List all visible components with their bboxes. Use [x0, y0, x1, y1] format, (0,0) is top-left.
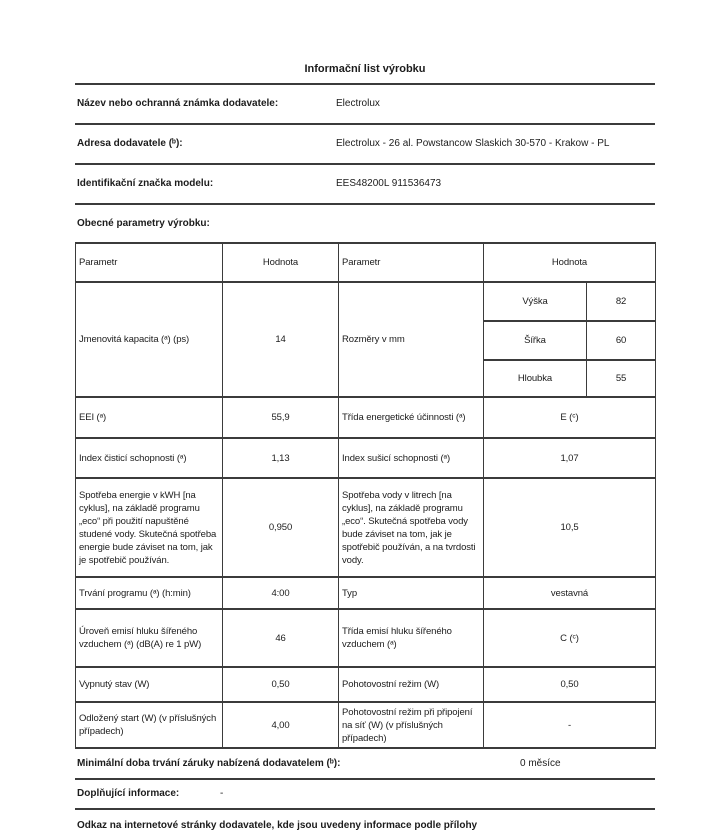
drying-index-value: 1,07 [484, 438, 656, 478]
supplier-address-row [75, 125, 655, 165]
eei-row [76, 397, 656, 438]
noise-class-value: C (ᶜ) [484, 609, 656, 667]
delayed-start-value: 4,00 [223, 702, 339, 748]
energy-class-label: Třída energetické účinnosti (ᵃ) [339, 397, 484, 438]
table-header-row [76, 243, 656, 282]
eei-value: 55,9 [223, 397, 339, 438]
drying-index-label: Index sušicí schopnosti (ᵃ) [339, 438, 484, 478]
header-value-left: Hodnota [223, 243, 339, 282]
warranty-value: 0 měsíce [520, 757, 561, 769]
water-consumption-label: Spotřeba vody v litrech [na cyklus], na základě programu „eco“. Skutečná spotřeba vody bude záviset na tom, jak je spotřebič používán, a na tvrdosti vody. [339, 478, 484, 577]
capacity-value: 14 [223, 282, 339, 397]
header-param-left: Parametr [76, 243, 223, 282]
delayed-start-row [76, 702, 656, 748]
model-identifier-label: Identifikační značka modelu: [77, 178, 214, 189]
model-identifier-value: EES48200L 911536473 [336, 178, 442, 189]
off-mode-value: 0,50 [223, 667, 339, 702]
eei-label: EEI (ᵃ) [76, 397, 223, 438]
delayed-start-label: Odložený start (W) (v příslušných případech) [76, 702, 223, 748]
warranty-row [75, 749, 655, 780]
networked-standby-label: Pohotovostní režim při připojení na síť (W) (v příslušných případech) [339, 702, 484, 748]
noise-level-label: Úroveň emisí hluku šířeného vzduchem (ᵃ) (dB(A) re 1 pW) [76, 609, 223, 667]
capacity-dimensions-row [76, 282, 656, 321]
noise-class-label: Třída emisí hluku šířeného vzduchem (ᵃ) [339, 609, 484, 667]
water-consumption-value: 10,5 [484, 478, 656, 577]
supplier-name-label: Název nebo ochranná známka dodavatele: [77, 98, 279, 109]
header-value-right: Hodnota [484, 243, 656, 282]
supplier-address-label: Adresa dodavatele (ᵇ): [77, 138, 183, 149]
program-duration-label: Trvání programu (ᵃ) (h:min) [76, 577, 223, 609]
model-identifier-row [75, 165, 655, 205]
additional-info-row [75, 780, 655, 810]
document-body [75, 57, 655, 832]
energy-consumption-label: Spotřeba energie v kWH [na cyklus], na základě programu „eco“ při použití napuštěné studené vody. Skutečná spotřeba energie bude záviset na tom, jak je spotřebič používán. [76, 478, 223, 577]
dimension-depth-label: Hloubka [484, 360, 587, 397]
off-mode-row [76, 667, 656, 702]
dimension-depth-value: 55 [587, 360, 656, 397]
type-value: vestavná [484, 577, 656, 609]
supplier-name-value: Electrolux [336, 98, 380, 109]
energy-water-consumption-row [76, 478, 656, 577]
parameters-table [75, 242, 656, 749]
program-duration-value: 4:00 [223, 577, 339, 609]
dimension-width-label: Šířka [484, 321, 587, 360]
additional-info-label: Doplňující informace: [77, 788, 180, 799]
noise-level-value: 46 [223, 609, 339, 667]
energy-consumption-value: 0,950 [223, 478, 339, 577]
warranty-label: Minimální doba trvání záruky nabízená dodavatelem (ᵇ): [77, 757, 341, 769]
document-title: Informační list výrobku [75, 57, 655, 85]
dimension-width-value: 60 [587, 321, 656, 360]
cleaning-index-value: 1,13 [223, 438, 339, 478]
energy-class-value: E (ᶜ) [484, 397, 656, 438]
supplier-website-note: Odkaz na internetové stránky dodavatele, kde jsou uvedeny informace podle přílohy [77, 820, 478, 831]
supplier-address-value: Electrolux - 26 al. Powstancow Slaskich 30-570 - Krakow - PL [336, 138, 610, 149]
standby-mode-value: 0,50 [484, 667, 656, 702]
program-duration-row [76, 577, 656, 609]
dimension-height-value: 82 [587, 282, 656, 321]
supplier-name-row [75, 85, 655, 125]
dimension-height-label: Výška [484, 282, 587, 321]
cleaning-index-row [76, 438, 656, 478]
dimensions-label: Rozměry v mm [339, 282, 484, 397]
networked-standby-value: - [484, 702, 656, 748]
off-mode-label: Vypnutý stav (W) [76, 667, 223, 702]
type-label: Typ [339, 577, 484, 609]
noise-row [76, 609, 656, 667]
cleaning-index-label: Index čisticí schopnosti (ᵃ) [76, 438, 223, 478]
standby-mode-label: Pohotovostní režim (W) [339, 667, 484, 702]
additional-info-value: - [220, 788, 224, 799]
header-param-right: Parametr [339, 243, 484, 282]
capacity-label: Jmenovitá kapacita (ᵃ) (ps) [76, 282, 223, 397]
general-parameters-heading: Obecné parametry výrobku: [77, 218, 210, 229]
